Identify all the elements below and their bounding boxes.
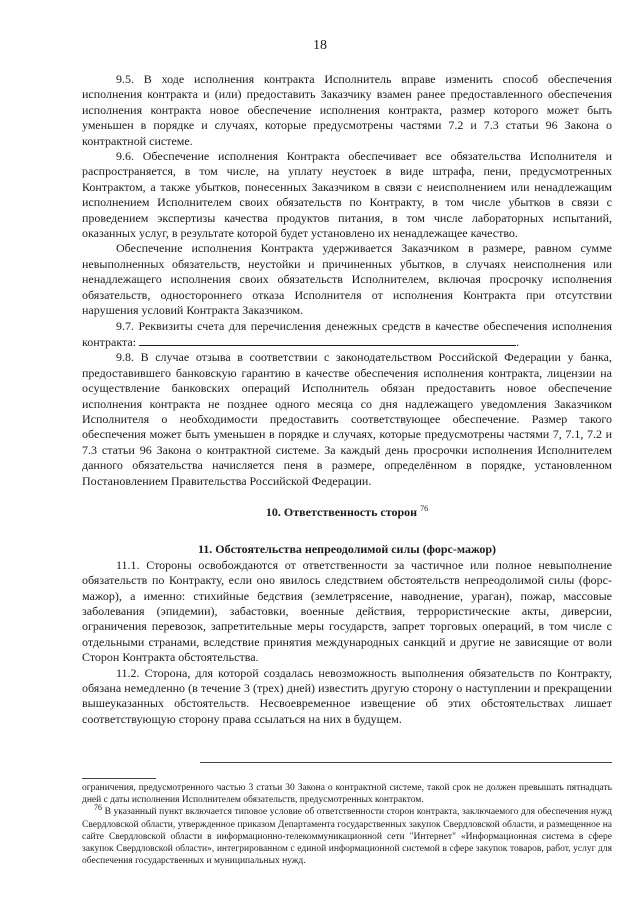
clause-9-7 xyxy=(82,319,612,351)
footnote-separator-short xyxy=(82,778,156,779)
footnote-continuation: ограничения, предусмотренного частью 3 статьи 30 Закона о контрактной системе, такой срок не должен превышать пятнадцать дней с даты исполнения Исполнителем обязательств, предусмотренных контрактом. xyxy=(82,783,612,806)
clause-11-2: 11.2. Сторона, для которой создалась невозможность выполнения обязательств по Контракту, обязана немедленно (в течение 3 (трех) дней) известить другую сторону о наступлении и прекращении вышеуказанных обстоятельств. Несвоевременное извещение об этих обстоятельствах лишает соответствующую сторону права ссылаться на них в будущем. xyxy=(82,665,612,726)
clause-11-1: 11.1. Стороны освобождаются от ответственности за частичное или полное невыполнение обязательств по Контракту, если оно явилось следствием обстоятельств непреодолимой силы (форс-мажор), а именно: стихийные бедствия (землетрясение, наводнение, ураган), пожар, массовые заболевания (эпидемии), забастовки, военные действия, террористические акты, диверсии, ограничения перевозок, запретительные меры государств, запрет торговых операций, в том числе с отдельными странами, вследствие принятия международных санкций и другие не зависящие от воли Сторон Контракта обстоятельства. xyxy=(82,557,612,665)
document-body xyxy=(82,72,612,727)
footnote-76-text: В указанный пункт включается типовое условие об ответственности сторон контракта, заключаемого для обеспечения нужд Свердловской области, утвержденное приказом Департамента государственных закупок Свердловской области, и размещенное на сайте Свердловской области в информационно-телекоммуникационной сети "Интернет" «Информационная система в сфере закупок Свердловской области», интегрированном с единой информационной системой в сфере закупок товаров, работ, услуг для обеспечения государственных и муниципальных нужд. xyxy=(82,807,613,867)
clause-9-8: 9.8. В случае отзыва в соответствии с законодательством Российской Федерации у банка, предоставившего банковскую гарантию в качестве обеспечения исполнения контракта, лицензии на осуществление банковских операций Исполнитель обязан предоставить новое обеспечение исполнения контракта не позднее одного месяца со дня надлежащего уведомления Заказчиком Исполнителя о необходимости предоставить соответствующее обеспечение. Размер такого обеспечения может быть уменьшен в порядке и случаях, которые предусмотрены частями 7, 7.1, 7.2 и 7.3 статьи 96 Закона о контрактной системе. За каждый день просрочки исполнения Исполнителем данного обязательства начисляется пеня в размере, определённом в порядке, установленном Постановлением Правительства Российской Федерации. xyxy=(82,350,612,488)
footnotes xyxy=(82,782,612,867)
clause-9-5: 9.5. В ходе исполнения контракта Исполнитель вправе изменить способ обеспечения исполнения контракта и (или) предоставить Заказчику взамен ранее предоставленного обеспечения исполнения контракта новое обеспечение исполнения контракта, размер которого может быть уменьшен в порядке и случаях, которые предусмотрены частями 7.2 и 7.3 статьи 96 Закона о контрактной системе. xyxy=(82,72,612,148)
footnote-ref-76[interactable]: 76 xyxy=(420,503,429,513)
clause-9-7-end: . xyxy=(516,334,520,349)
footnote-76 xyxy=(82,803,613,867)
clause-9-6: 9.6. Обеспечение исполнения Контракта обеспечивает все обязательства Исполнителя и распространяется, в том числе, на уплату неустоек в виде штрафа, пени, предусмотренных Контрактом, а также убытков, понесенных Заказчиком в связи с неисполнением или ненадлежащим исполнением Исполнителем своих обязательств по Контракту, в том числе убытков в связи с проведением экспертизы качества продуктов питания, в том числе лабораторных испытаний, оказанных услуг, в результате которой будет установлено их ненадлежащее качество. xyxy=(82,149,612,241)
footnote-separator xyxy=(200,762,612,763)
section-10-title: 10. Ответственность сторон xyxy=(265,504,418,519)
account-details-blank xyxy=(139,334,516,346)
clause-9-6-continuation: Обеспечение исполнения Контракта удерживается Заказчиком в размере, равном сумме невыполненных обязательств, неустойки и причиненных убытков, в случаях неисполнения или ненадлежащего исполнения своих обязательств Исполнителем, включая просрочку исполнения обязательств, одностороннего отказа Исполнителя от исполнения Контракта при отсутствии нарушения условий Контракта Заказчиком. xyxy=(82,241,612,318)
section-11-heading: 11. Обстоятельства непреодолимой силы (форс-мажор) xyxy=(197,542,497,557)
section-10-heading xyxy=(82,505,612,520)
clause-9-7-text: 9.7. Реквизиты счета для перечисления денежных средств в качестве обеспечения исполнения контракта: xyxy=(82,318,612,349)
footnote-76-marker: 76 xyxy=(94,803,102,813)
page-number: 18 xyxy=(313,38,327,53)
